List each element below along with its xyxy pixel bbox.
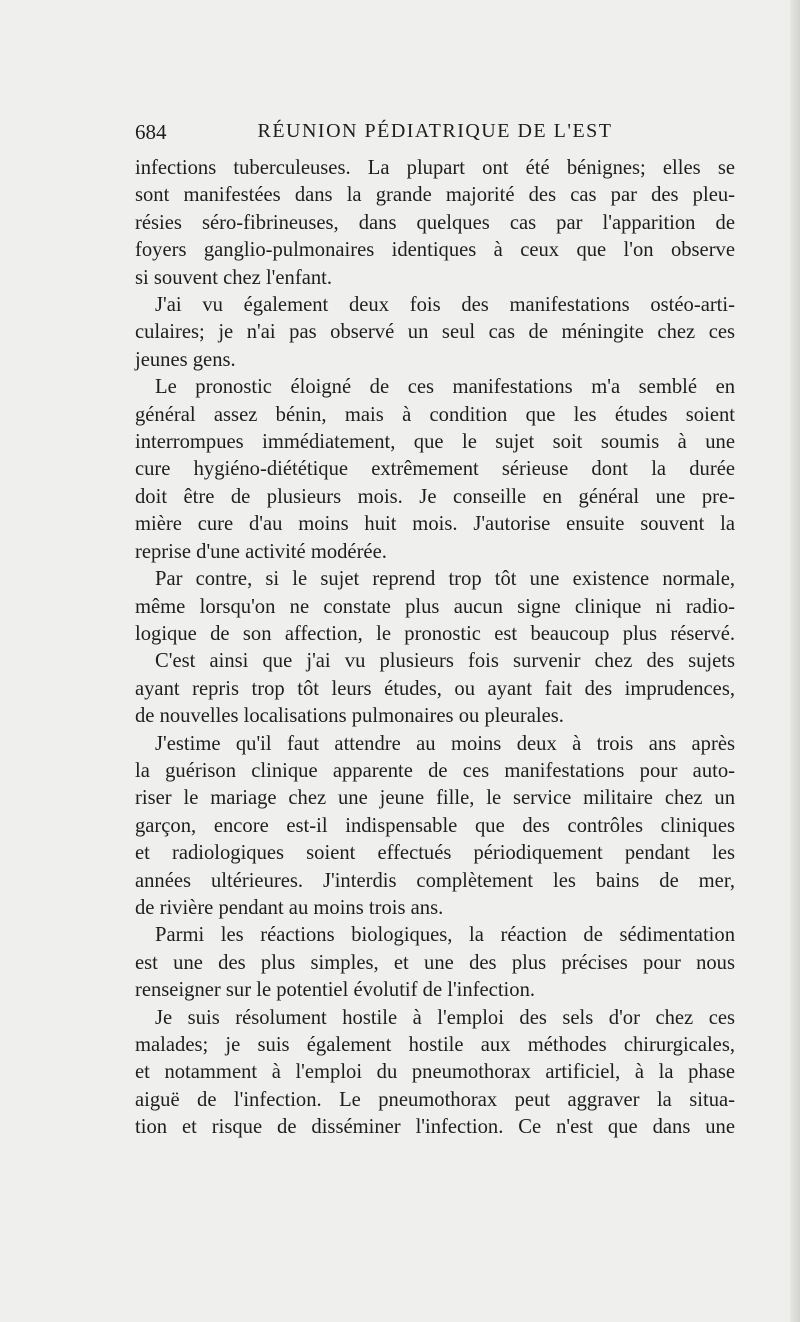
text-line: interrompues immédiatement, que le sujet soit soumis à une	[135, 431, 735, 454]
paragraph	[135, 566, 735, 648]
text-line: tion et risque de disséminer l'infection. Ce n'est que dans une	[135, 1116, 735, 1139]
text-line: renseigner sur le potentiel évolutif de l'infection.	[135, 979, 536, 1002]
page-header	[135, 120, 735, 150]
text-line: Par contre, si le sujet reprend trop tôt une existence normale,	[155, 568, 735, 591]
paragraph	[135, 731, 735, 923]
text-line: doit être de plusieurs mois. Je conseille en général une pre-	[135, 485, 735, 508]
text-line: infections tuberculeuses. La plupart ont été bénignes; elles se	[135, 157, 735, 179]
text-line: reprise d'une activité modérée.	[135, 540, 387, 563]
text-line: Le pronostic éloigné de ces manifestations m'a semblé en	[155, 376, 735, 399]
text-line: même lorsqu'on ne constate plus aucun signe clinique ni radio-	[135, 595, 735, 618]
text-line: logique de son affection, le pronostic est beaucoup plus réservé.	[135, 622, 735, 645]
text-line: général assez bénin, mais à condition que les études soient	[135, 403, 735, 426]
text-line: malades; je suis également hostile aux méthodes chirurgicales,	[135, 1034, 735, 1056]
text-line: garçon, encore est-il indispensable que des contrôles cliniques	[135, 814, 735, 837]
paragraph	[135, 648, 735, 730]
text-line: sont manifestées dans la grande majorité des cas par des pleu-	[135, 184, 735, 207]
text-line: J'estime qu'il faut attendre au moins deux à trois ans après	[155, 732, 735, 755]
text-line: de nouvelles localisations pulmonaires ou pleurales.	[135, 705, 564, 728]
running-title: RÉUNION PÉDIATRIQUE DE L'EST	[257, 120, 613, 142]
text-line: si souvent chez l'enfant.	[135, 266, 332, 289]
text-line: et radiologiques soient effectués périodiquement pendant les	[135, 842, 735, 865]
text-line: années ultérieures. J'interdis complètement les bains de mer,	[135, 869, 735, 892]
text-line: riser le mariage chez une jeune fille, le service militaire chez un	[135, 787, 735, 810]
text-line: aiguë de l'infection. Le pneumothorax peut aggraver la situa-	[135, 1088, 735, 1111]
text-line: est une des plus simples, et une des plus précises pour nous	[135, 951, 735, 974]
page-edge-shadow	[790, 0, 800, 1322]
text-line: cure hygiéno-diététique extrêmement sérieuse dont la durée	[135, 458, 735, 481]
text-line: résies séro-fibrineuses, dans quelques cas par l'apparition de	[135, 211, 735, 234]
paragraph	[135, 155, 735, 292]
text-line: et notamment à l'emploi du pneumothorax artificiel, à la phase	[135, 1061, 735, 1084]
paragraph	[135, 374, 735, 566]
text-line: ayant repris trop tôt leurs études, ou ayant fait des imprudences,	[135, 677, 735, 700]
text-line: culaires; je n'ai pas observé un seul cas de méningite chez ces	[135, 321, 735, 344]
text-line: de rivière pendant au moins trois ans.	[135, 896, 444, 919]
text-line: Parmi les réactions biologiques, la réaction de sédimentation	[155, 924, 735, 947]
text-line: J'ai vu également deux fois des manifestations ostéo-arti-	[155, 294, 735, 317]
paragraph	[135, 292, 735, 374]
paragraph	[135, 922, 735, 1004]
text-line: mière cure d'au moins huit mois. J'autorise ensuite souvent la	[135, 513, 735, 536]
page-number: 684	[135, 120, 167, 144]
body-text	[135, 155, 735, 1142]
paragraph	[135, 1005, 735, 1142]
text-line: foyers ganglio-pulmonaires identiques à ceux que l'on observe	[135, 239, 735, 262]
text-line: jeunes gens.	[135, 348, 236, 371]
text-line: la guérison clinique apparente de ces manifestations pour auto-	[135, 759, 735, 782]
text-line: Je suis résolument hostile à l'emploi des sels d'or chez ces	[155, 1006, 735, 1029]
text-line: C'est ainsi que j'ai vu plusieurs fois survenir chez des sujets	[155, 650, 735, 673]
